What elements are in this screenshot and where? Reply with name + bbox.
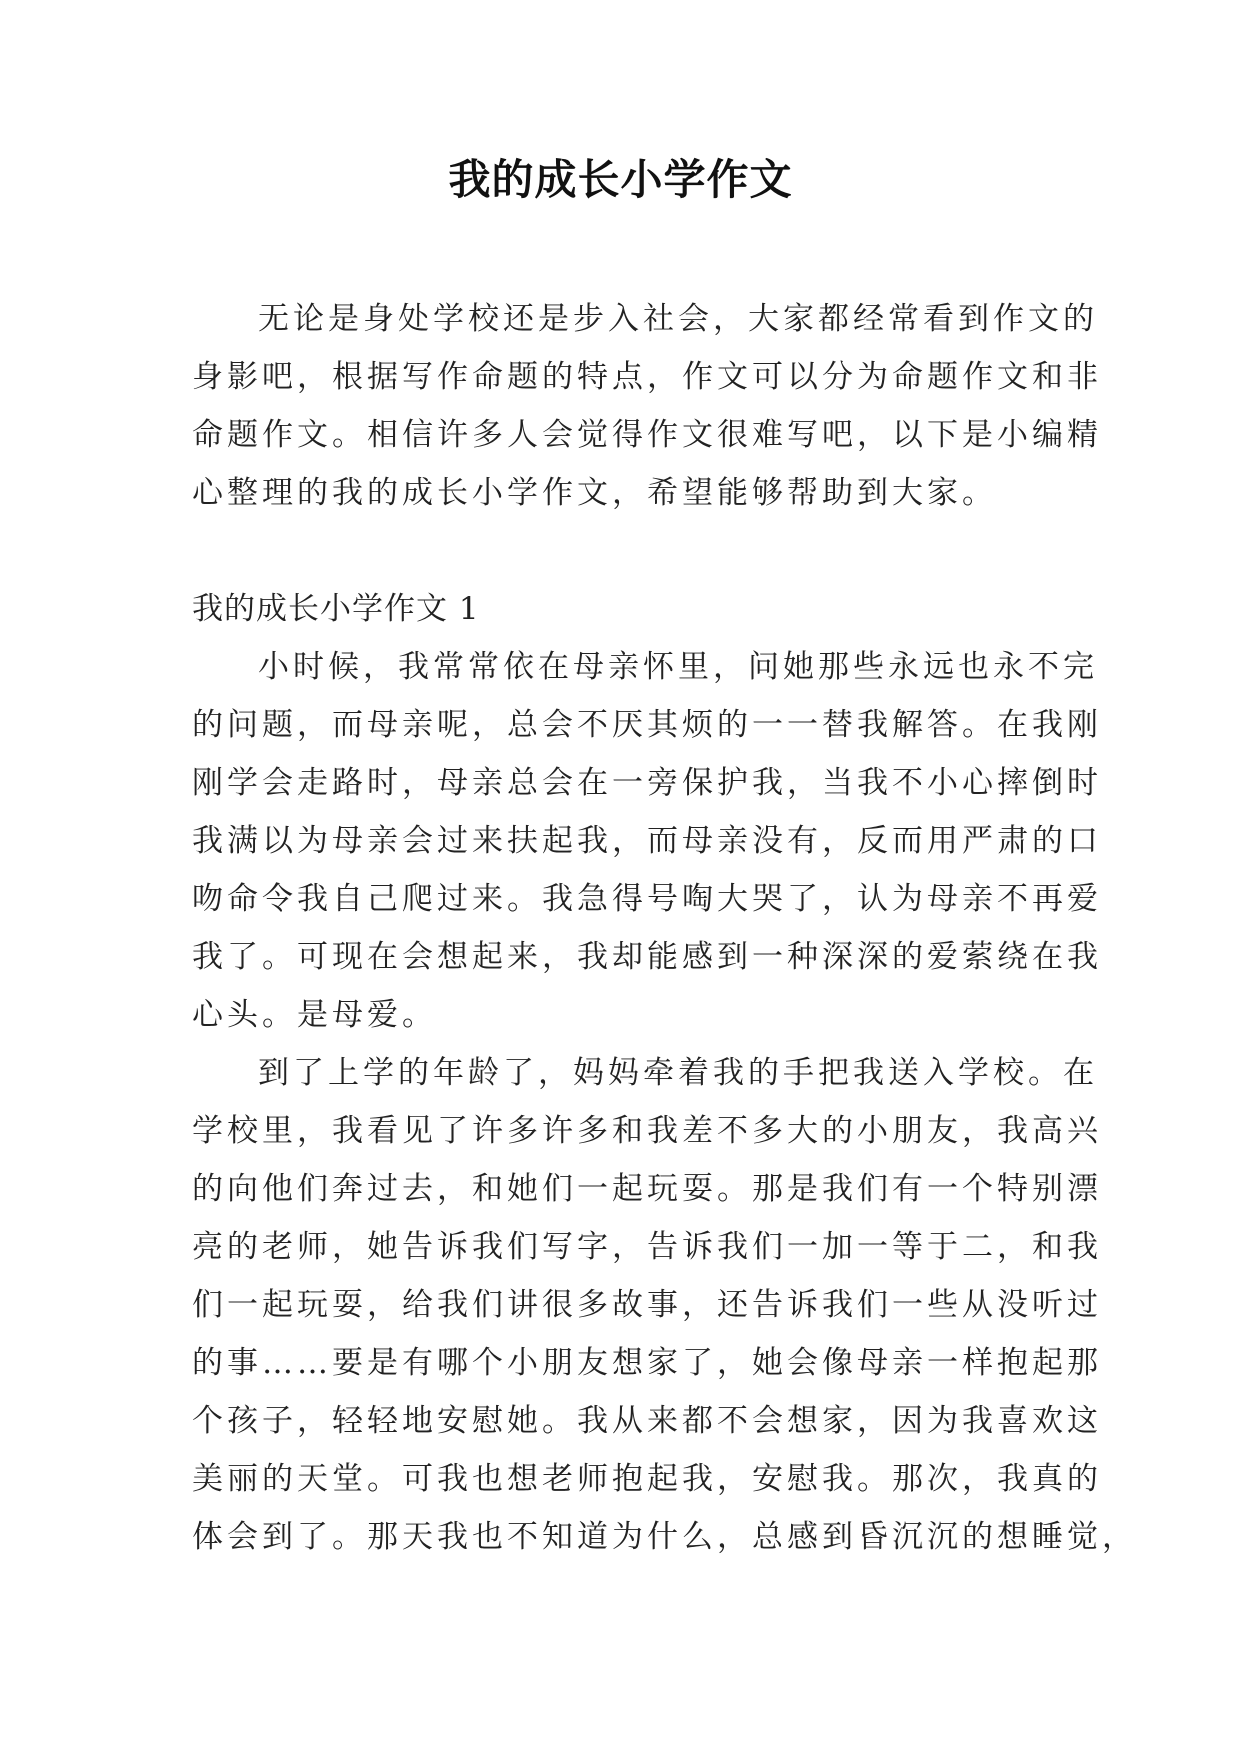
document-title: 我的成长小学作文	[448, 155, 793, 204]
intro-line: 命题作文。相信许多人会觉得作文很难写吧，以下是小编精	[192, 417, 1102, 453]
paragraph-line: 心头。是母爱。	[192, 997, 437, 1033]
paragraph-2	[192, 1044, 1137, 1566]
intro-line: 身影吧，根据写作命题的特点，作文可以分为命题作文和非	[192, 359, 1102, 395]
intro-line: 无论是身处学校还是步入社会，大家都经常看到作文的	[258, 301, 1098, 337]
paragraph-line: 体会到了。那天我也不知道为什么，总感到昏沉沉的想睡觉，	[192, 1519, 1137, 1555]
paragraph-line: 学校里，我看见了许多许多和我差不多大的小朋友，我高兴	[192, 1113, 1102, 1149]
paragraph-line: 我满以为母亲会过来扶起我，而母亲没有，反而用严肃的口	[192, 823, 1102, 859]
paragraph-line: 刚学会走路时，母亲总会在一旁保护我，当我不小心摔倒时	[192, 765, 1102, 801]
paragraph-line: 的问题，而母亲呢，总会不厌其烦的一一替我解答。在我刚	[192, 707, 1102, 743]
paragraph-line: 们一起玩耍，给我们讲很多故事，还告诉我们一些从没听过	[192, 1287, 1102, 1323]
intro-paragraph	[192, 290, 1102, 522]
paragraph-1	[192, 638, 1102, 1044]
paragraph-line: 的事……要是有哪个小朋友想家了，她会像母亲一样抱起那	[192, 1345, 1102, 1381]
paragraph-line: 的向他们奔过去，和她们一起玩耍。那是我们有一个特别漂	[192, 1171, 1102, 1207]
section-heading: 我的成长小学作文 1	[192, 591, 480, 627]
intro-line: 心整理的我的成长小学作文，希望能够帮助到大家。	[192, 475, 997, 511]
paragraph-line: 美丽的天堂。可我也想老师抱起我，安慰我。那次，我真的	[192, 1461, 1102, 1497]
paragraph-line: 小时候，我常常依在母亲怀里，问她那些永远也永不完	[258, 649, 1098, 685]
paragraph-line: 吻命令我自己爬过来。我急得号啕大哭了，认为母亲不再爱	[192, 881, 1102, 917]
paragraph-line: 亮的老师，她告诉我们写字，告诉我们一加一等于二，和我	[192, 1229, 1102, 1265]
paragraph-line: 我了。可现在会想起来，我却能感到一种深深的爱萦绕在我	[192, 939, 1102, 975]
paragraph-line: 到了上学的年龄了，妈妈牵着我的手把我送入学校。在	[258, 1055, 1098, 1091]
paragraph-line: 个孩子，轻轻地安慰她。我从来都不会想家，因为我喜欢这	[192, 1403, 1102, 1439]
